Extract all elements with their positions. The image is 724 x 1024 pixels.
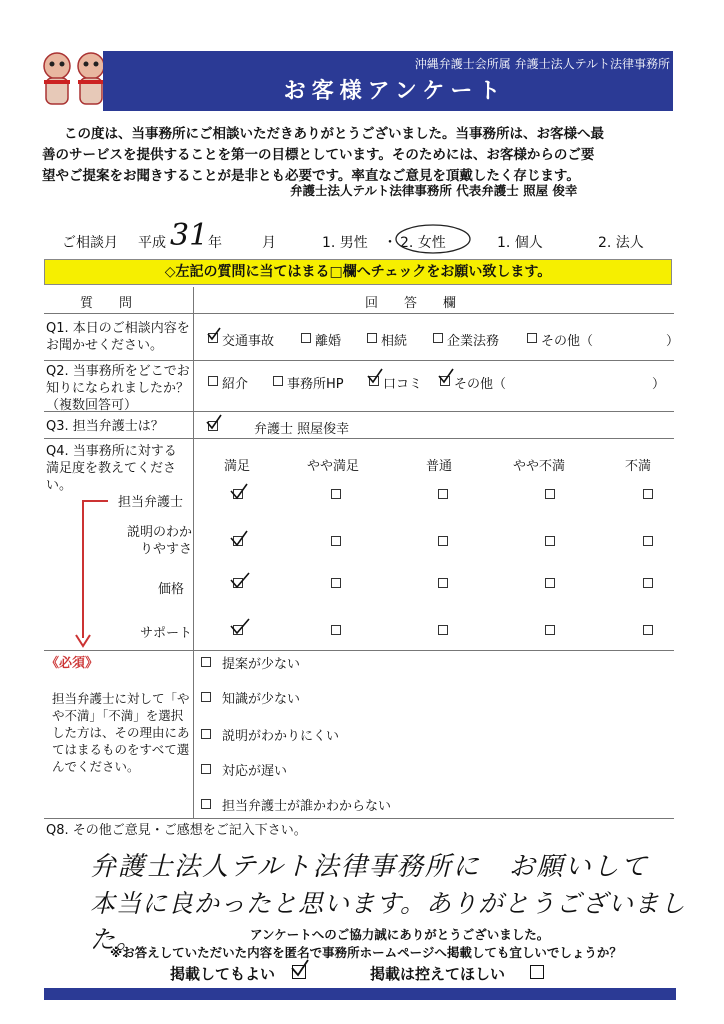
q2-paren-close: ）: [652, 377, 666, 392]
q5-text: 担当弁護士に対して「やや不満」「不満」を選択した方は、その理由にあてはまるものをすべて選んでください。: [52, 691, 190, 774]
q1-option-corporate: 企業法務: [447, 334, 500, 349]
rating-cb[interactable]: [438, 536, 448, 546]
table-divider: [193, 287, 194, 818]
intro-line3: 望やご提案をお聞きすることが是非とも必要です。率直なご意見を頂戴したく存じます。: [42, 168, 580, 184]
column-header-question: 質 問: [80, 296, 133, 311]
checkmark-icon: [229, 570, 251, 590]
table-rule: [44, 650, 674, 651]
rating-row-explanation-label: 説明のわかりやすさ: [126, 525, 192, 557]
reason-option: 対応が遅い: [222, 764, 288, 779]
instruction-banner: ◇左記の質問に当てはまる□欄へチェックをお願い致します。: [44, 259, 672, 285]
rating-cb[interactable]: [545, 625, 555, 635]
reason-checkbox[interactable]: [201, 729, 211, 739]
reason-option: 提案が少ない: [222, 657, 301, 672]
shisa-mascot-left-icon: [40, 50, 74, 110]
rating-cb[interactable]: [438, 489, 448, 499]
q2-checkbox-referral[interactable]: [208, 376, 218, 386]
reason-checkbox[interactable]: [201, 657, 211, 667]
publish-ng-label: 掲載は控えてほしい: [370, 965, 506, 983]
rating-cb[interactable]: [643, 578, 653, 588]
scale-very-dissatisfied: 不満: [625, 459, 652, 474]
table-rule: [44, 313, 674, 314]
q1-checkbox-corporate[interactable]: [433, 333, 443, 343]
q1-option-divorce: 離婚: [315, 334, 342, 349]
intro-text: [42, 124, 682, 187]
q2-option-wordofmouth: 口コミ: [383, 377, 423, 392]
year-label: 年: [208, 235, 222, 251]
q2-option-other: その他（: [454, 377, 507, 392]
rating-cb[interactable]: [438, 625, 448, 635]
intro-line2: 善のサービスを提供することを第一の目標としています。そのためには、お客様からのご要: [42, 147, 595, 163]
rating-cb[interactable]: [545, 489, 555, 499]
q2-text: Q2. 当事務所をどこでお知りになられましたか？（複数回答可）: [46, 364, 190, 413]
q2-checkbox-website[interactable]: [273, 376, 283, 386]
q3-answer: 弁護士 照屋俊幸: [254, 422, 350, 437]
rating-cb[interactable]: [331, 578, 341, 588]
female-circle-icon: [393, 222, 473, 256]
red-arrow-line: [82, 500, 108, 502]
scale-very-satisfied: 満足: [224, 459, 251, 474]
column-header-answer: 回 答 欄: [365, 296, 457, 311]
type-corporate[interactable]: 2. 法人: [598, 235, 644, 251]
rating-cb[interactable]: [643, 536, 653, 546]
page-title: お客様アンケート: [283, 79, 507, 104]
table-rule: [44, 818, 674, 819]
q1-checkbox-inheritance[interactable]: [367, 333, 377, 343]
era-label: 平成: [138, 235, 166, 251]
rating-cb[interactable]: [331, 489, 341, 499]
footer-question: ※お答えしていただいた内容を匿名で事務所ホームページへ掲載しても宜しいでしょうか？: [110, 945, 622, 960]
checkmark-icon: [206, 326, 222, 342]
rating-row-support-label: サポート: [140, 626, 193, 641]
q1-checkbox-other[interactable]: [527, 333, 537, 343]
comment-handwritten-line2: 本当に良かったと思います。ありがとうございました。: [90, 889, 687, 954]
rating-cb[interactable]: [643, 625, 653, 635]
q1-option-other: その他（: [541, 334, 594, 349]
gender-female[interactable]: 2. 女性: [400, 235, 446, 251]
table-rule: [44, 360, 674, 361]
publish-ng-checkbox[interactable]: [530, 965, 544, 979]
q1-checkbox-divorce[interactable]: [301, 333, 311, 343]
type-individual[interactable]: 1. 個人: [497, 235, 543, 251]
rating-row-lawyer-label: 担当弁護士: [118, 495, 184, 510]
month-label: 月: [262, 235, 276, 251]
checkmark-icon: [229, 528, 249, 548]
rating-cb[interactable]: [438, 578, 448, 588]
q4-text: Q4. 当事務所に対する満足度を教えてください。: [46, 444, 177, 493]
comment-handwritten-line1: 弁護士法人テルト法律事務所に お願いして: [90, 852, 649, 882]
scale-dissatisfied: やや不満: [513, 459, 566, 474]
reason-option: 説明がわかりにくい: [222, 729, 340, 744]
signature-line: 弁護士法人テルト法律事務所 代表弁護士 照屋 俊幸: [290, 183, 578, 198]
footer-thanks: アンケートへのご協力誠にありがとうございました。: [250, 927, 550, 942]
q2-option-website: 事務所HP: [287, 377, 344, 392]
table-rule: [44, 438, 674, 439]
rating-cb[interactable]: [545, 578, 555, 588]
rating-cb[interactable]: [545, 536, 555, 546]
q1-paren-close: ）: [666, 334, 680, 349]
consult-month-label: ご相談月: [62, 235, 118, 251]
rating-cb[interactable]: [643, 489, 653, 499]
publish-ok-label: 掲載してもよい: [170, 965, 276, 983]
checkmark-icon: [366, 367, 384, 385]
reason-checkbox[interactable]: [201, 692, 211, 702]
checkmark-icon: [229, 481, 249, 501]
required-label: 《必須》: [46, 656, 99, 671]
q1-option-inheritance: 相続: [381, 334, 408, 349]
reason-option: 知識が少ない: [222, 692, 301, 707]
scale-satisfied: やや満足: [307, 459, 360, 474]
q8-text: Q8. その他ご意見・ご感想をご記入下さい。: [46, 823, 307, 838]
checkmark-icon: [205, 413, 223, 431]
q3-text: Q3. 担当弁護士は？: [46, 419, 164, 434]
q1-option-traffic: 交通事故: [222, 334, 275, 349]
header-org: 沖縄弁護士会所属 弁護士法人テルト法律事務所: [414, 57, 670, 71]
red-arrow-line: [82, 500, 84, 638]
separator-dot: ・: [383, 235, 397, 251]
rating-cb[interactable]: [331, 625, 341, 635]
intro-line1: この度は、当事務所にご相談いただきありがとうございました。当事務所は、お客様へ最: [64, 126, 604, 142]
checkmark-icon: [290, 958, 310, 978]
rating-row-price-label: 価格: [158, 582, 185, 597]
q1-text: Q1. 本日のご相談内容をお聞かせください。: [46, 321, 190, 353]
footer-bar: [44, 988, 676, 1000]
reason-checkbox[interactable]: [201, 799, 211, 809]
reason-option: 担当弁護士が誰かわからない: [222, 799, 392, 814]
checkmark-icon: [437, 367, 455, 385]
year-handwritten: 31: [170, 218, 209, 253]
rating-cb[interactable]: [331, 536, 341, 546]
red-arrow-head-icon: [75, 634, 91, 648]
checkmark-icon: [229, 616, 251, 636]
scale-neutral: 普通: [426, 459, 453, 474]
gender-male[interactable]: 1. 男性: [322, 235, 368, 251]
q2-option-referral: 紹介: [222, 377, 249, 392]
reason-checkbox[interactable]: [201, 764, 211, 774]
